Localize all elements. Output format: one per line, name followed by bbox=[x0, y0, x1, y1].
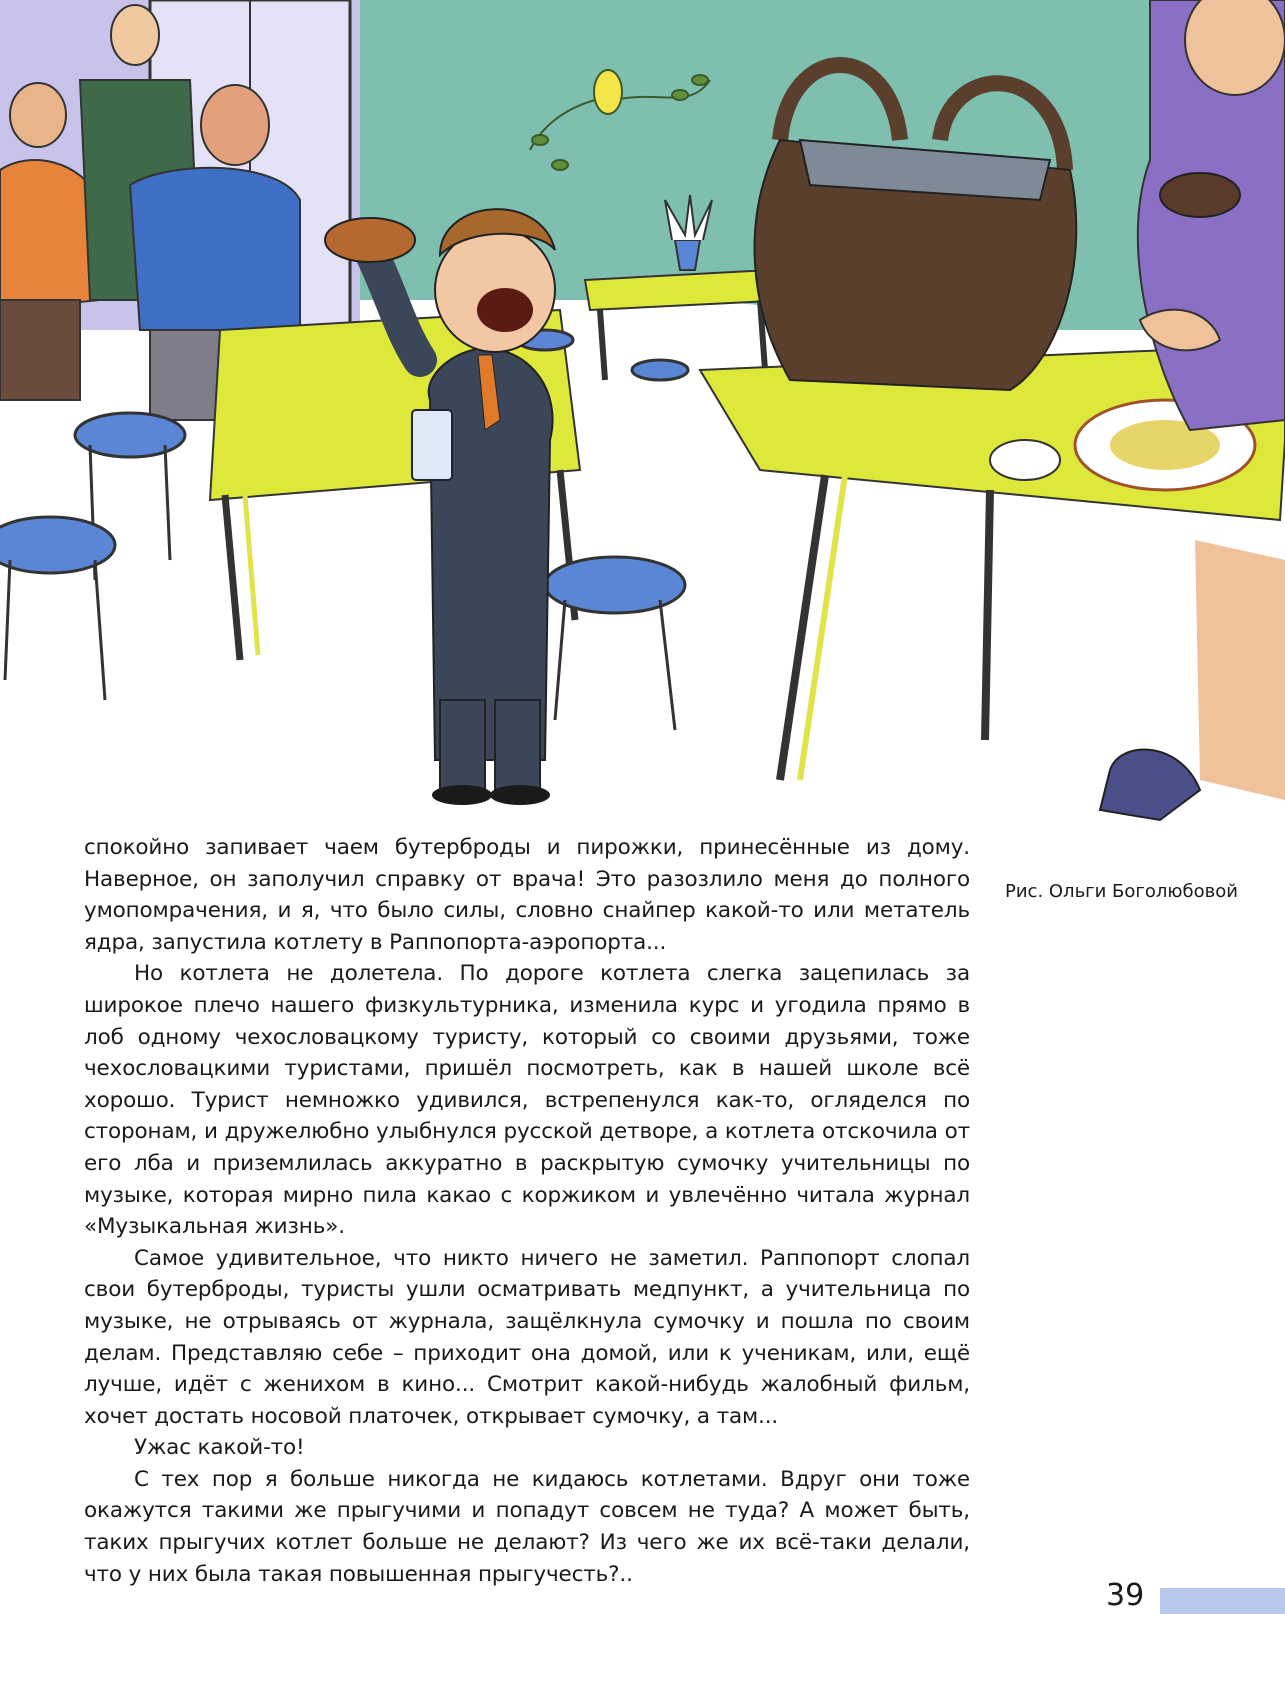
page-number-bar bbox=[1160, 1588, 1285, 1614]
illustration-credit: Рис. Ольги Боголюбовой bbox=[1005, 881, 1238, 902]
paragraph: С тех пор я больше никогда не кидаюсь котлетами. Вдруг они тоже окажутся такими же прыгучими и попадут совсем не туда? А может быть, таких прыгучих котлет больше не делают? Из чего же их всё-таки делали, что у них была такая повышенная прыгучесть?.. bbox=[84, 1466, 970, 1587]
story-text bbox=[84, 832, 970, 1590]
paragraph: Ужас какой-то! bbox=[134, 1435, 305, 1461]
page-number: 39 bbox=[1106, 1578, 1145, 1613]
paragraph: Но котлета не долетела. По дороге котлета слегка зацепилась за широкое плечо нашего физкультурника, изменила курс и угодила прямо в лоб одному чехословацкому туристу, который со своими друзьями, тоже чехословацкими туристами, пришёл посмотреть, как в нашей школе всё хорошо. Турист немножко удивился, встрепенулся как-то, огляделся по сторонам, и дружелюбно улыбнулся русской детворе, а котлета отскочила от его лба и приземлилась аккуратно в раскрытую сумочку учительницы по музыке, которая мирно пила какао с коржиком и увлечённо читала журнал «Музыкальная жизнь». bbox=[84, 961, 970, 1240]
paragraph: спокойно запивает чаем бутерброды и пирожки, принесённые из дому. Наверное, он заполучил справку от врача! Это разозлило меня до полного умопомрачения, и я, что было силы, словно снайпер какой-то или метатель ядра, запустила котлету в Раппопорта-аэропорта... bbox=[84, 835, 970, 955]
paragraph: Самое удивительное, что никто ничего не заметил. Раппопорт слопал свои бутерброды, туристы ушли осматривать медпункт, а учительница по музыке, не отрываясь от журнала, защёлкнула сумочку и пошла по своим делам. Представляю себе – приходит она домой, или к ученикам, или, ещё лучше, идёт с женихом в кино... Смотрит какой-нибудь жалобный фильм, хочет достать носовой платочек, открывает сумочку, а там... bbox=[84, 1245, 970, 1429]
